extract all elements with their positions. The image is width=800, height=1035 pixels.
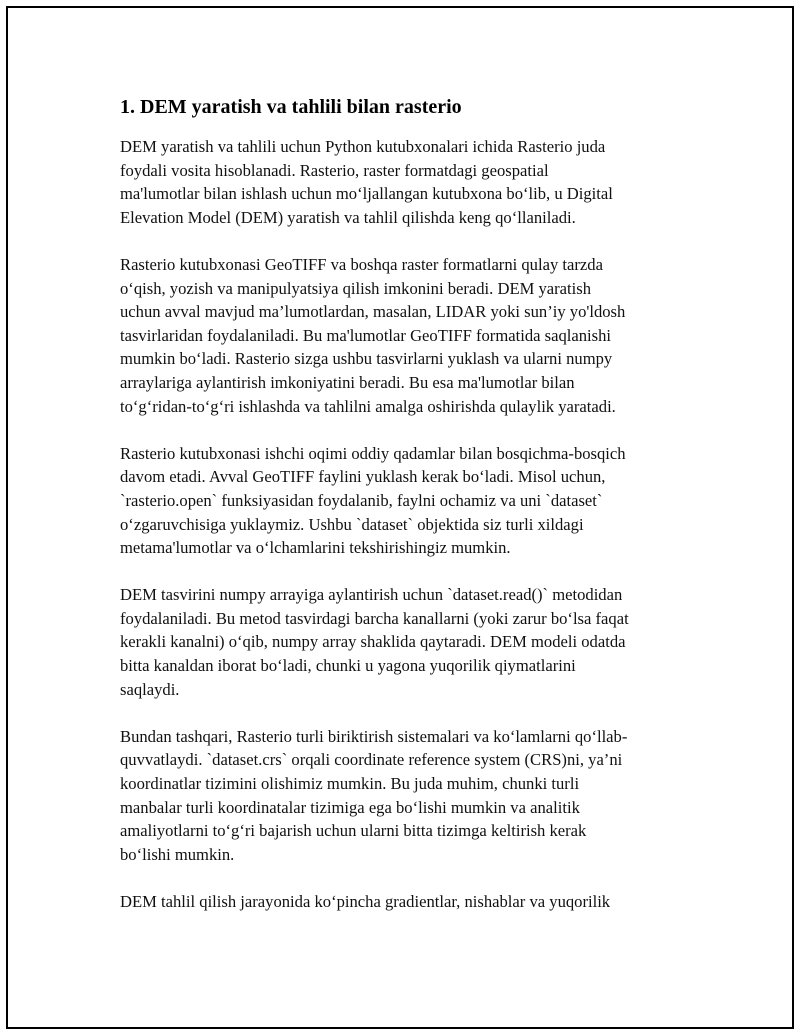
text-line: DEM tasvirini numpy arrayiga aylantirish uchun `dataset.read()` metodidan	[120, 585, 623, 605]
text-line: bo‘lishi mumkin.	[120, 844, 235, 864]
text-line: o‘zgaruvchisiga yuklaymiz. Ushbu `dataset` objektida siz turli xildagi	[120, 514, 584, 534]
text-line: foydali vosita hisoblanadi. Rasterio, raster formatdagi geospatial	[120, 160, 549, 180]
paragraph-3	[120, 442, 680, 560]
text-line: to‘g‘ridan-to‘g‘ri ishlashda va tahlilni amalga oshirishda qulaylik yaratadi.	[120, 396, 616, 416]
text-line: davom etadi. Avval GeoTIFF faylini yuklash kerak bo‘ladi. Misol uchun,	[120, 467, 606, 487]
text-line: quvvatlaydi. `dataset.crs` orqali coordinate reference system (CRS)ni, ya’ni	[120, 750, 623, 770]
text-line: DEM tahlil qilish jarayonida ko‘pincha gradientlar, nishablar va yuqorilik	[120, 892, 611, 911]
paragraph-6	[120, 890, 680, 914]
text-line: arraylariga aylantirish imkoniyatini beradi. Bu esa ma'lumotlar bilan	[120, 372, 575, 392]
text-line: Bundan tashqari, Rasterio turli biriktirish sistemalari va ko‘lamlarni qo‘llab-	[120, 726, 628, 746]
text-line: Elevation Model (DEM) yaratish va tahlil qilishda keng qo‘llaniladi.	[120, 207, 576, 227]
text-line: o‘qish, yozish va manipulyatsiya qilish imkonini beradi. DEM yaratish	[120, 278, 592, 298]
text-line: foydalaniladi. Bu metod tasvirdagi barcha kanallarni (yoki zarur bo‘lsa faqat	[120, 608, 629, 628]
text-line: metama'lumotlar va o‘lchamlarini tekshirishingiz mumkin.	[120, 538, 511, 558]
text-line: saqlaydi.	[120, 679, 180, 699]
page-frame	[6, 6, 794, 1029]
text-line: uchun avval mavjud ma’lumotlardan, masalan, LIDAR yoki sun’iy yo'ldosh	[120, 302, 626, 322]
text-line: mumkin bo‘ladi. Rasterio sizga ushbu tasvirlarni yuklash va ularni numpy	[120, 349, 613, 369]
text-line: ma'lumotlar bilan ishlash uchun mo‘ljallangan kutubxona bo‘lib, u Digital	[120, 184, 613, 204]
text-line: `rasterio.open` funksiyasidan foydalanib, faylni ochamiz va uni `dataset`	[120, 490, 603, 510]
text-line: bitta kanaldan iborat bo‘ladi, chunki u yagona yuqorilik qiymatlarini	[120, 656, 576, 676]
text-line: tasvirlaridan foydalaniladi. Bu ma'lumotlar GeoTIFF formatida saqlanishi	[120, 325, 612, 345]
text-line: koordinatlar tizimini olishimiz mumkin. Bu juda muhim, chunki turli	[120, 774, 580, 794]
paragraph-2	[120, 253, 680, 418]
document-body	[120, 92, 680, 937]
paragraph-4	[120, 583, 680, 701]
section-heading: 1. DEM yaratish va tahlili bilan rasterio	[120, 96, 462, 118]
text-line: amaliyotlarni to‘g‘ri bajarish uchun ularni bitta tizimga keltirish kerak	[120, 821, 587, 841]
paragraph-5	[120, 725, 680, 867]
paragraph-1	[120, 135, 680, 229]
text-line: manbalar turli koordinatalar tizimiga ega bo‘lishi mumkin va analitik	[120, 797, 580, 817]
text-line: Rasterio kutubxonasi ishchi oqimi oddiy qadamlar bilan bosqichma-bosqich	[120, 443, 626, 463]
text-line: Rasterio kutubxonasi GeoTIFF va boshqa raster formatlarni qulay tarzda	[120, 254, 603, 274]
text-line: DEM yaratish va tahlili uchun Python kutubxonalari ichida Rasterio juda	[120, 137, 606, 156]
text-line: kerakli kanalni) o‘qib, numpy array shaklida qaytaradi. DEM modeli odatda	[120, 632, 626, 652]
